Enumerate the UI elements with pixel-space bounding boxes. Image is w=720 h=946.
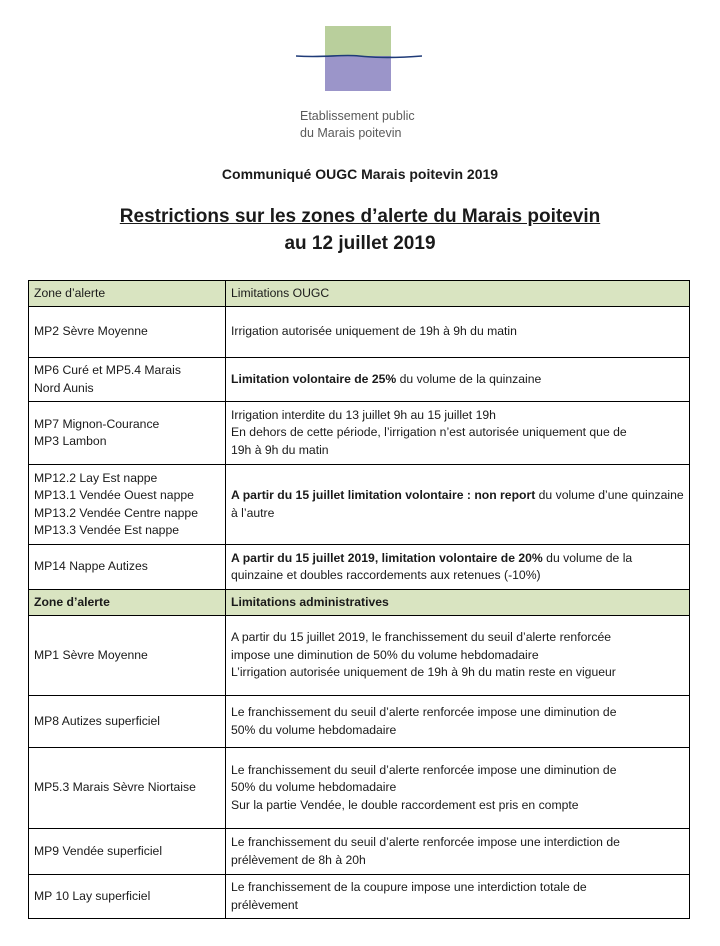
page-title: Restrictions sur les zones d’alerte du Marais poitevin [119, 206, 601, 227]
limitation-line: L’irrigation autorisée uniquement de 19h à 9h du matin reste en vigueur [231, 665, 616, 680]
limitation-cell [226, 545, 690, 590]
header-limitations-ougc: Limitations OUGC [226, 281, 690, 307]
zone-cell [29, 875, 226, 919]
logo [296, 24, 422, 66]
table-row [29, 616, 690, 696]
org-line-1: Etablissement public [300, 109, 415, 123]
table-row [29, 465, 690, 545]
table-row [29, 545, 690, 590]
zone-cell [29, 696, 226, 748]
zone-line: MP5.3 Marais Sèvre Niortaise [34, 780, 196, 795]
zone-cell [29, 465, 226, 545]
header-zone: Zone d’alerte [29, 281, 226, 307]
zone-line: MP8 Autizes superficiel [34, 713, 160, 728]
zone-cell [29, 748, 226, 829]
table-row [29, 748, 690, 829]
table-row [29, 307, 690, 358]
table-header-row [29, 590, 690, 616]
header-zone: Zone d’alerte [29, 590, 226, 616]
limitation-cell [226, 748, 690, 829]
zone-cell [29, 829, 226, 875]
limitation-bold: A partir du 15 juillet 2019, limitation volontaire de 20% [231, 550, 543, 565]
limitation-cell [226, 465, 690, 545]
limitation-line: 50% du volume hebdomadaire [231, 722, 397, 737]
limitation-cell [226, 829, 690, 875]
limitation-line: Le franchissement de la coupure impose une interdiction totale de [231, 880, 587, 894]
limitation-cell [226, 616, 690, 696]
limitation-text: du volume de la quinzaine [396, 371, 542, 386]
limitation-line: Le franchissement du seuil d’alerte renforcée impose une diminution de [231, 705, 617, 719]
communique-heading: Communiqué OUGC Marais poitevin 2019 [221, 166, 499, 182]
zone-line: MP13.1 Vendée Ouest nappe [34, 488, 194, 502]
page-subtitle-date: au 12 juillet 2019 [284, 233, 436, 254]
zone-line: MP14 Nappe Autizes [34, 559, 148, 574]
limitation-line: 50% du volume hebdomadaire [231, 780, 397, 795]
limitation-text: du volume de la quinzaine et doubles raccordements aux retenues (-10%) [231, 550, 633, 582]
zone-line: MP12.2 Lay Est nappe [34, 470, 158, 485]
limitation-line: 19h à 9h du matin [231, 442, 329, 457]
org-name [300, 108, 415, 142]
limitation-line: Irrigation interdite du 13 juillet 9h au 15 juillet 19h [231, 407, 496, 422]
restrictions-table [28, 280, 690, 919]
limitation-cell [226, 307, 690, 358]
logo-purple-block [325, 56, 391, 91]
zone-line: MP1 Sèvre Moyenne [34, 647, 148, 662]
org-line-2: du Marais poitevin [300, 126, 402, 140]
zone-line: MP7 Mignon-Courance [34, 416, 160, 431]
limitation-line: En dehors de cette période, l’irrigation n’est autorisée uniquement que de [231, 425, 627, 440]
limitation-cell [226, 358, 690, 402]
limitation-line: Le franchissement du seuil d’alerte renforcée impose une diminution de [231, 762, 617, 777]
limitation-line: Le franchissement du seuil d’alerte renforcée impose une interdiction de [231, 835, 620, 849]
zone-cell [29, 402, 226, 465]
zone-cell [29, 616, 226, 696]
limitation-cell [226, 875, 690, 919]
zone-line: MP3 Lambon [34, 434, 107, 448]
table-row [29, 696, 690, 748]
zone-line: MP6 Curé et MP5.4 Marais [34, 363, 181, 377]
limitation-line: impose une diminution de 50% du volume hebdomadaire [231, 647, 539, 662]
limitation-cell [226, 402, 690, 465]
zone-cell [29, 545, 226, 590]
zone-line: Nord Aunis [34, 380, 94, 395]
limitation-bold: A partir du 15 juillet limitation volontaire : non report [231, 488, 536, 502]
limitation-line: prélèvement de 8h à 20h [231, 852, 366, 867]
zone-cell [29, 307, 226, 358]
limitation-line: prélèvement [231, 897, 299, 912]
header-limitations-admin: Limitations administratives [226, 590, 690, 616]
table-row [29, 358, 690, 402]
limitation-text: du volume d’une quinzaine à l’autre [231, 488, 684, 520]
logo-wave-icon [296, 52, 422, 60]
limitation-line: A partir du 15 juillet 2019, le franchissement du seuil d’alerte renforcée [231, 630, 612, 645]
zone-line: MP9 Vendée superficiel [34, 843, 163, 858]
zone-cell [29, 358, 226, 402]
limitation-line: Sur la partie Vendée, le double raccordement est pris en compte [231, 797, 579, 812]
limitation-cell [226, 696, 690, 748]
table-row [29, 402, 690, 465]
zone-line: MP13.2 Vendée Centre nappe [34, 505, 198, 520]
table-row [29, 829, 690, 875]
zone-line: MP 10 Lay superficiel [34, 888, 151, 903]
table-row [29, 875, 690, 919]
zone-line: MP13.3 Vendée Est nappe [34, 523, 180, 537]
table-header-row [29, 281, 690, 307]
limitation-bold: Limitation volontaire de 25% [231, 371, 397, 386]
zone-line: MP2 Sèvre Moyenne [34, 324, 148, 339]
limitation-line: Irrigation autorisée uniquement de 19h à 9h du matin [231, 324, 517, 339]
